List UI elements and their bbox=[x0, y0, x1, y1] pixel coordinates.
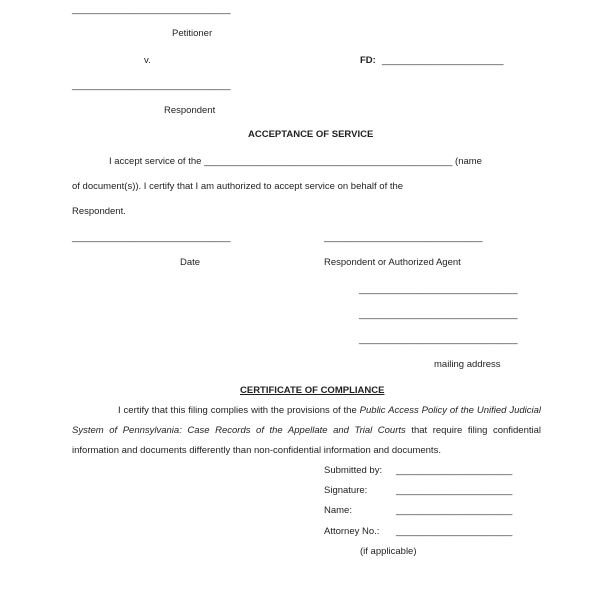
certificate-body-policy-title: Public Access Policy of the Unified Judicial System of Pennsylvania: Case Records of the Appellate and Trial Courts bbox=[72, 405, 542, 436]
respondent-label: Respondent bbox=[164, 105, 216, 116]
document-name-blank: _______________________________________________ bbox=[204, 156, 453, 167]
agent-label: Respondent or Authorized Agent bbox=[324, 257, 461, 268]
petitioner-label: Petitioner bbox=[172, 28, 213, 39]
signature-label: Signature: bbox=[324, 485, 368, 496]
fd-number-line: _______________________ bbox=[382, 55, 504, 66]
acceptance-line-1-suffix: (name bbox=[455, 156, 482, 167]
mailing-address-line: ______________________________ bbox=[359, 334, 518, 345]
submitted-by-line: ______________________ bbox=[396, 465, 513, 476]
signature-line: ______________________ bbox=[396, 485, 513, 496]
attorney-number-line: ______________________ bbox=[396, 526, 513, 537]
submitted-by-label: Submitted by: bbox=[324, 465, 383, 476]
name-label: Name: bbox=[324, 505, 352, 516]
name-line: ______________________ bbox=[396, 505, 513, 516]
certificate-title: CERTIFICATE OF COMPLIANCE bbox=[240, 385, 385, 396]
certificate-body bbox=[72, 401, 541, 461]
certificate-body-part-1: I certify that this filing complies with the provisions of the bbox=[118, 405, 357, 416]
attorney-number-label: Attorney No.: bbox=[324, 526, 380, 537]
respondent-signature-line: ______________________________ bbox=[72, 80, 231, 91]
date-label: Date bbox=[180, 257, 201, 268]
fd-label: FD: bbox=[360, 55, 376, 66]
mailing-address-line: ______________________________ bbox=[359, 309, 518, 320]
date-signature-line: ______________________________ bbox=[72, 232, 231, 243]
versus-label: v. bbox=[144, 55, 151, 66]
acceptance-line-3: Respondent. bbox=[72, 206, 126, 217]
acceptance-line-1-prefix: I accept service of the bbox=[109, 156, 202, 167]
certificate-body-part-2: that require filing confidential information and documents differently than non-confidential information and documents. bbox=[72, 425, 542, 456]
mailing-address-label: mailing address bbox=[434, 359, 501, 370]
acceptance-line-2: of document(s)). I certify that I am authorized to accept service on behalf of the bbox=[72, 181, 404, 192]
if-applicable-note: (if applicable) bbox=[360, 546, 417, 557]
mailing-address-line: ______________________________ bbox=[359, 284, 518, 295]
petitioner-signature-line: ______________________________ bbox=[72, 4, 231, 15]
acceptance-line-1 bbox=[109, 156, 482, 168]
agent-signature-line: ______________________________ bbox=[324, 232, 483, 243]
acceptance-title: ACCEPTANCE OF SERVICE bbox=[248, 129, 374, 140]
